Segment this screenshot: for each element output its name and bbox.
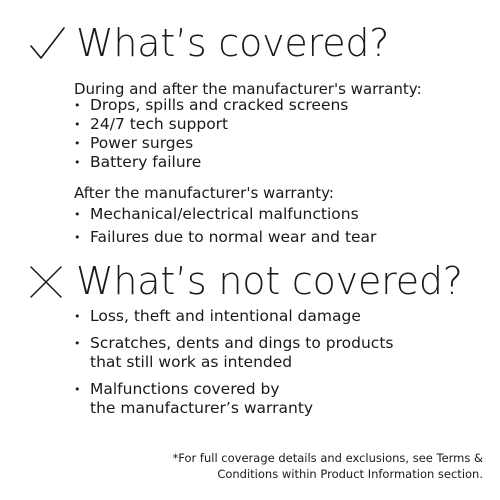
list-item: • Malfunctions covered by [74, 380, 393, 399]
list-item: • Loss, theft and intentional damage [74, 307, 393, 326]
check-icon [28, 24, 68, 64]
footnote-line: *For full coverage details and exclusions, see Terms & [172, 451, 483, 465]
list-item-continuation: that still work as intended [90, 353, 293, 371]
list-item: • Scratches, dents and dings to products [74, 334, 393, 353]
list-item: • Battery failure [74, 153, 348, 172]
not-covered-list [74, 307, 393, 418]
x-icon [26, 262, 66, 302]
covered-heading: What’s covered? [76, 21, 390, 65]
not-covered-heading: What’s not covered? [76, 259, 463, 303]
during-warranty-label: During and after the manufacturer's warranty: [74, 80, 422, 98]
list-item: • Failures due to normal wear and tear [74, 228, 376, 247]
list-item-continuation: the manufacturer’s warranty [90, 399, 314, 417]
after-warranty-list [74, 205, 376, 247]
footnote-line: Conditions within Product Information section. [217, 467, 483, 481]
list-item: • Drops, spills and cracked screens [74, 96, 348, 115]
footnote [163, 450, 483, 482]
list-item: • Power surges [74, 134, 348, 153]
during-warranty-list [74, 96, 348, 172]
list-item: • Mechanical/electrical malfunctions [74, 205, 376, 224]
after-warranty-label: After the manufacturer's warranty: [74, 184, 334, 202]
list-item: • 24/7 tech support [74, 115, 348, 134]
